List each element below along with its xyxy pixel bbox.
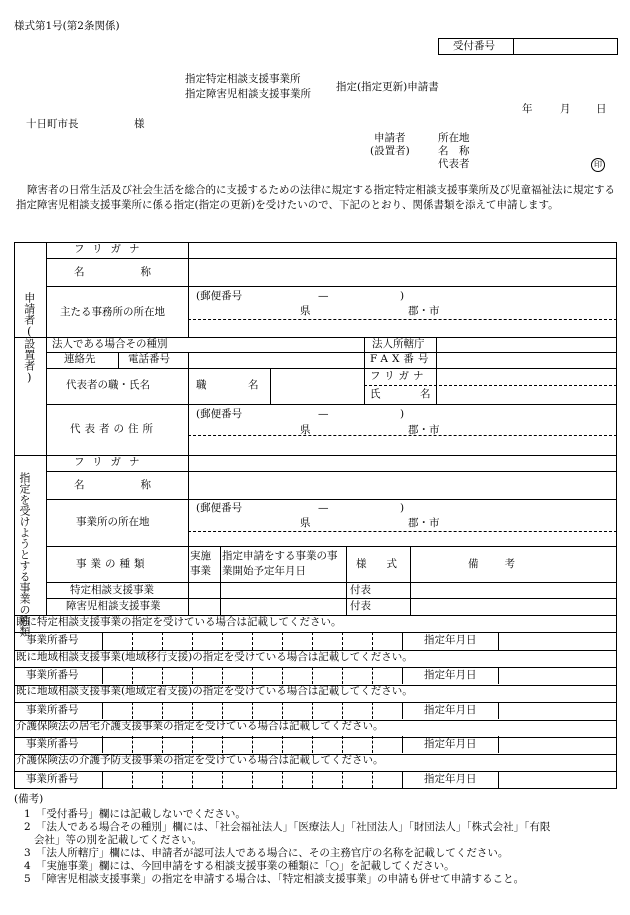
digit-divider: [342, 736, 343, 753]
date-header: [222, 549, 346, 579]
rep-postal-close: ): [400, 408, 405, 420]
row1-attached: 付表: [350, 584, 371, 596]
digit-divider: [282, 632, 283, 649]
digit-divider: [132, 667, 133, 684]
seal-icon: 印: [591, 158, 605, 172]
form-number: 様式第1号(第2条関係): [14, 20, 120, 32]
digit-divider: [342, 632, 343, 649]
cell-divider: [102, 667, 103, 684]
digit-divider: [162, 632, 163, 649]
contact-label: 連絡先: [64, 353, 96, 365]
digit-divider: [222, 736, 223, 753]
business-postal-label: (郵便番号: [196, 502, 243, 514]
digit-divider: [312, 632, 313, 649]
digit-divider: [342, 667, 343, 684]
existing-title: 介護保険法の介護予防支援事業の指定を受けている場合は記載してください。: [16, 754, 384, 767]
cell-divider: [498, 736, 499, 753]
existing-title: 介護保険法の居宅介護支援事業の指定を受けている場合は記載してください。: [16, 719, 384, 732]
digit-divider: [282, 736, 283, 753]
digit-divider: [342, 771, 343, 788]
addressee-suffix: 様: [134, 118, 145, 130]
digit-divider: [312, 771, 313, 788]
rep-address-label: 代表者の住所: [70, 423, 157, 435]
digit-divider: [162, 736, 163, 753]
title-line-2: 指定障害児相談支援事業所: [185, 88, 311, 100]
office-number-label: 事業所番号: [26, 634, 79, 647]
digit-divider: [252, 632, 253, 649]
row2-business-name: 障害児相談支援事業: [66, 600, 161, 612]
digit-divider: [222, 667, 223, 684]
name-text: 名称: [74, 266, 207, 278]
designation-date-label: 指定年月日: [424, 668, 477, 681]
position-label: 職: [196, 379, 207, 391]
remarks-header-text: 備考: [468, 558, 541, 570]
note-item: 4 「実施事業」欄には、今回申請をする相談支援事業の種類に「○」を記載してください。: [24, 860, 455, 872]
cell-divider: [102, 771, 103, 788]
city-label: 郡・市: [408, 305, 440, 317]
applicant-address-label: 所在地: [438, 132, 470, 144]
business-type-header: 事業の種類: [76, 558, 149, 570]
cell-divider: [402, 667, 403, 684]
applicant-rep-label: 代表者: [438, 158, 470, 170]
title-line-1: 指定特定相談支援事業所: [185, 73, 301, 85]
rep-pref-label: 県: [300, 424, 311, 436]
digit-divider: [222, 702, 223, 719]
cell-divider: [102, 632, 103, 649]
digit-divider: [222, 771, 223, 788]
cell-divider: [498, 702, 499, 719]
rep-postal-label: (郵便番号: [196, 408, 243, 420]
digit-divider: [192, 632, 193, 649]
rep-name-label-1: 氏: [370, 388, 381, 400]
existing-title: 既に地域相談支援事業(地域定着支援)の指定を受けている場合は記載してください。: [16, 685, 413, 698]
digit-divider: [192, 702, 193, 719]
cell-divider: [498, 632, 499, 649]
digit-divider: [252, 702, 253, 719]
cell-divider: [402, 632, 403, 649]
digit-divider: [312, 702, 313, 719]
note-item: 1 「受付番号」欄には記載しないでください。: [24, 808, 246, 820]
digit-divider: [282, 667, 283, 684]
digit-divider: [162, 702, 163, 719]
addressee: 十日町市長: [26, 118, 79, 130]
office-number-label: 事業所番号: [26, 772, 79, 785]
digit-divider: [252, 667, 253, 684]
business-furigana-label: フリガナ: [74, 456, 148, 468]
digit-divider: [192, 736, 193, 753]
business-postal-close: ): [400, 502, 405, 514]
row1-business-name: 特定相談支援事業: [70, 584, 154, 596]
business-side-label: 指定を受けようとする事業の種類: [18, 472, 31, 637]
applicant-side-label: 申請者(設置者): [22, 292, 36, 384]
cell-divider: [498, 667, 499, 684]
digit-divider: [372, 667, 373, 684]
digit-divider: [132, 771, 133, 788]
corp-authority-label: 法人所轄庁: [372, 338, 425, 350]
cell-divider: [402, 771, 403, 788]
cell-divider: [102, 702, 103, 719]
digit-divider: [252, 771, 253, 788]
digit-divider: [132, 702, 133, 719]
digit-divider: [342, 702, 343, 719]
digit-divider: [162, 771, 163, 788]
existing-title: 既に特定相談支援事業の指定を受けている場合は記載してください。: [16, 616, 342, 628]
business-name-label-row: [74, 479, 207, 492]
impl-header-text: 実施事業: [190, 550, 211, 577]
digit-divider: [282, 702, 283, 719]
digit-divider: [192, 667, 193, 684]
date-header-text: 指定申請をする事業の事業開始予定年月日: [222, 550, 338, 577]
date-year: 年: [522, 103, 533, 115]
note-item: 3 「法人所轄庁」欄には、申請者が認可法人である場合に、その主務官庁の名称を記載してください。: [24, 847, 509, 859]
note-item: 2 「法人である場合その種別」欄には、「社会福祉法人」「医療法人」「社団法人」「財団法人」「株式会社」「有限: [24, 821, 551, 833]
office-number-label: 事業所番号: [26, 668, 79, 681]
postal-dash: —: [318, 290, 329, 302]
digit-divider: [132, 736, 133, 753]
rep-title-label: 代表者の職・氏名: [66, 379, 150, 391]
digit-divider: [372, 736, 373, 753]
row2-attached: 付表: [350, 600, 371, 612]
phone-label: 電話番号: [128, 353, 170, 365]
office-number-label: 事業所番号: [26, 703, 79, 716]
applicant-label: 申請者: [374, 132, 406, 144]
pref-label: 県: [300, 305, 311, 317]
date-day: 日: [596, 103, 607, 115]
applicant-name-label: 名 称: [438, 145, 470, 157]
cell-divider: [102, 736, 103, 753]
digit-divider: [252, 736, 253, 753]
notes-heading: (備考): [14, 793, 44, 805]
business-postal-dash: —: [318, 502, 329, 514]
note-item: 5 「障害児相談支援事業」の指定を申請する場合は、「特定相談支援事業」の申請も併せて申請すること。: [24, 873, 525, 885]
applicant-name-label-row: [74, 266, 207, 279]
postal-close: ): [400, 290, 405, 302]
rep-postal-dash: —: [318, 408, 329, 420]
business-office-address-label: 事業所の所在地: [76, 516, 150, 528]
designation-date-label: 指定年月日: [424, 772, 477, 785]
office-number-label: 事業所番号: [26, 738, 79, 751]
digit-divider: [132, 632, 133, 649]
digit-divider: [282, 771, 283, 788]
digit-divider: [192, 771, 193, 788]
fax-label: FAX番号: [370, 353, 433, 365]
corp-type-label: 法人である場合その種別: [52, 338, 168, 350]
date-month: 月: [560, 103, 571, 115]
note-item: 会社」等の別を記載してください。: [34, 834, 202, 846]
designation-date-label: 指定年月日: [424, 634, 477, 647]
form-header: [356, 558, 417, 571]
form-header-text: 様式: [356, 558, 417, 570]
rep-city-label: 郡・市: [408, 424, 440, 436]
cell-divider: [498, 771, 499, 788]
position-label-2: 名: [248, 379, 259, 391]
business-pref-label: 県: [300, 517, 311, 529]
applicant-sub-label: (設置者): [370, 145, 410, 157]
digit-divider: [312, 736, 313, 753]
designation-date-label: 指定年月日: [424, 703, 477, 716]
digit-divider: [372, 702, 373, 719]
business-name-text: 名称: [74, 479, 207, 491]
impl-header: [190, 549, 220, 579]
digit-divider: [372, 771, 373, 788]
postal-label: (郵便番号: [196, 290, 243, 302]
rep-furigana-label: フリガナ: [370, 370, 428, 382]
cell-divider: [402, 736, 403, 753]
existing-title: 既に地域相談支援事業(地域移行支援)の指定を受けている場合は記載してください。: [16, 650, 413, 663]
applicant-furigana-label: フリガナ: [74, 243, 148, 255]
digit-divider: [312, 667, 313, 684]
title-suffix: 指定(指定更新)申請書: [336, 81, 439, 93]
digit-divider: [162, 667, 163, 684]
designation-date-label: 指定年月日: [424, 738, 477, 751]
office-address-label: 主たる事務所の所在地: [60, 306, 165, 318]
rep-name-label-2: 名: [420, 388, 431, 400]
digit-divider: [372, 632, 373, 649]
remarks-header: [468, 558, 541, 571]
intro-paragraph: 障害者の日常生活及び社会生活を総合的に支援するための法律に規定する指定特定相談支援事業所及び児童福祉法に規定する指定障害児相談支援事業所に係る指定(指定の更新)を受けたいので、下記のとおり、関係書類を添えて申請します。: [16, 184, 615, 211]
receipt-number-label: 受付番号: [453, 40, 495, 52]
digit-divider: [222, 632, 223, 649]
cell-divider: [402, 702, 403, 719]
receipt-number-box: [438, 38, 618, 55]
business-city-label: 郡・市: [408, 517, 440, 529]
